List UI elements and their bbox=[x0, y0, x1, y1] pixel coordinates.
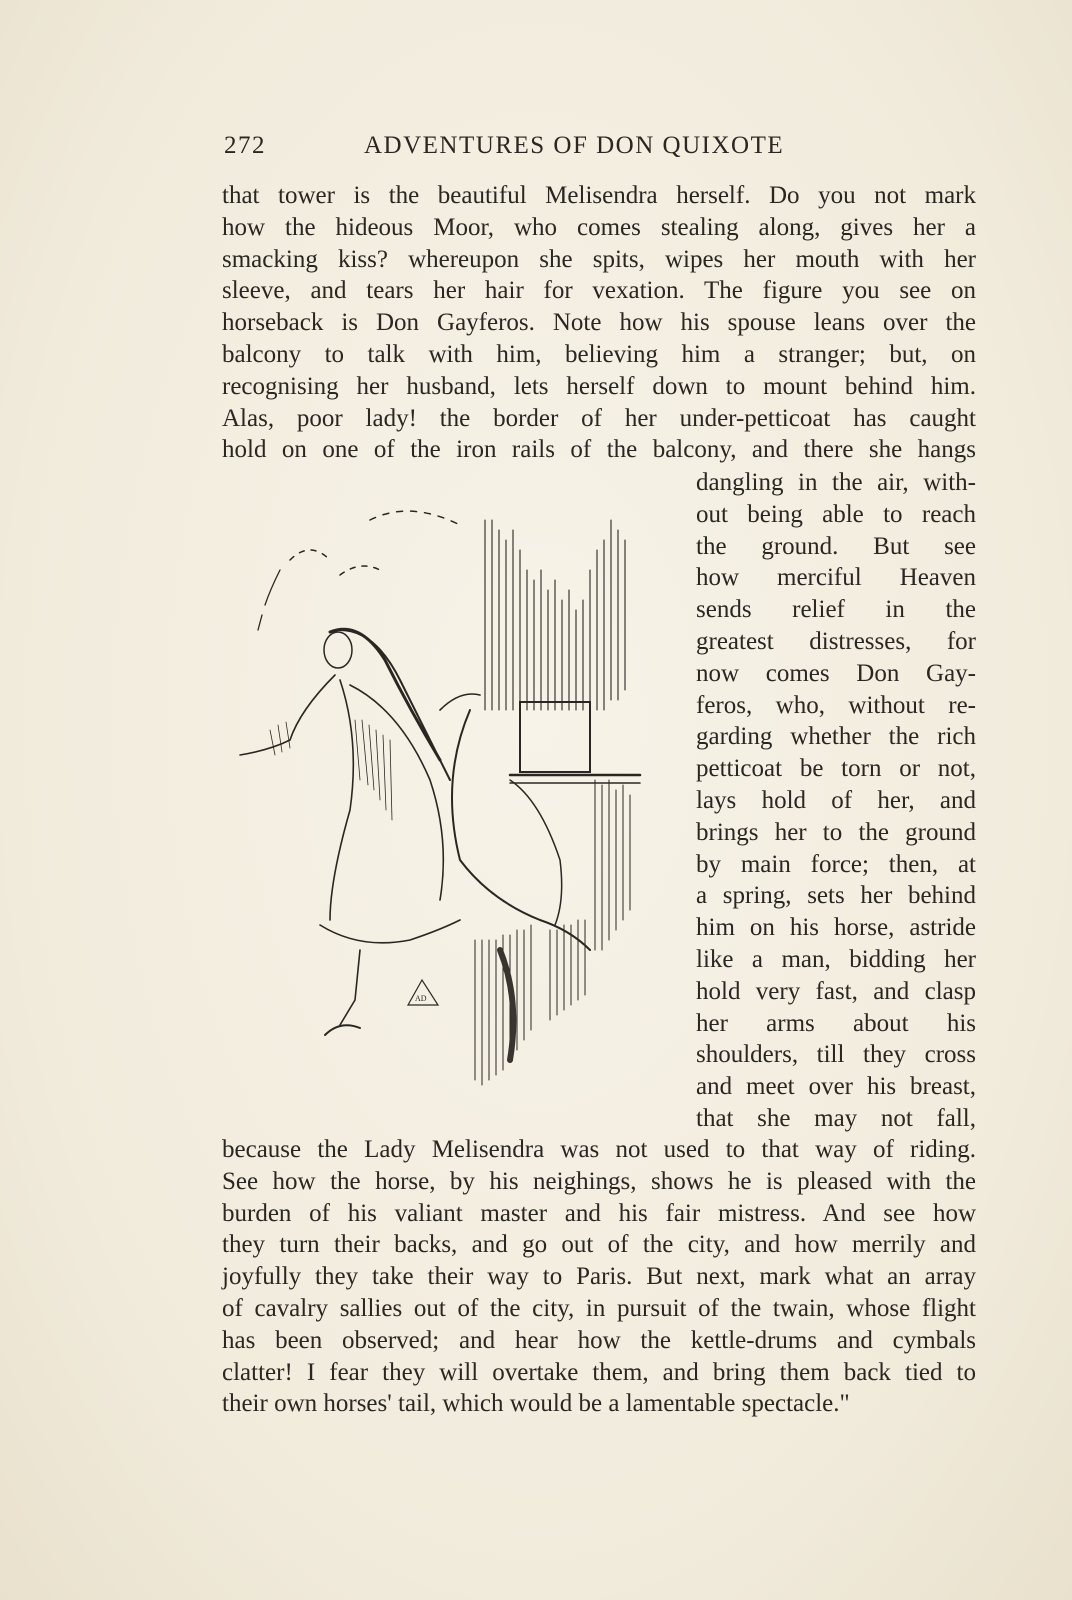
top-paragraph bbox=[222, 180, 976, 466]
text-line: because the Lady Melisendra was not used to that way of riding. bbox=[222, 1136, 976, 1163]
bottom-paragraph bbox=[222, 1134, 976, 1420]
text-line: brings her to the ground bbox=[696, 818, 976, 846]
text-line: shoulders, till they cross bbox=[696, 1041, 976, 1069]
text-line: now comes Don Gay- bbox=[696, 659, 976, 687]
running-title: ADVENTURES OF DON QUIXOTE bbox=[364, 132, 785, 159]
text-line: has been observed; and hear how the kettle-drums and cymbals bbox=[222, 1326, 976, 1354]
text-line: feros, who, without re- bbox=[696, 691, 976, 719]
text-line: a spring, sets her behind bbox=[696, 882, 976, 910]
text-line: joyfully they take their way to Paris. But next, mark what an array bbox=[222, 1263, 976, 1291]
text-line: recognising her husband, lets herself down to mount behind him. bbox=[222, 372, 976, 400]
text-line: balcony to talk with him, believing him a stranger; but, on bbox=[222, 340, 976, 368]
text-line: they turn their backs, and go out of the city, and how merrily and bbox=[222, 1231, 976, 1259]
text-line: Alas, poor lady! the border of her under-petticoat has caught bbox=[222, 404, 976, 432]
text-line: how merciful Heaven bbox=[696, 564, 976, 592]
text-line: that she may not fall, bbox=[696, 1104, 976, 1132]
text-line: sleeve, and tears her hair for vexation. The figure you see on bbox=[222, 277, 976, 305]
text-line: dangling in the air, with- bbox=[696, 469, 976, 496]
text-line: burden of his valiant master and his fair mistress. And see how bbox=[222, 1199, 976, 1227]
text-line: horseback is Don Gayferos. Note how his spouse leans over the bbox=[222, 309, 976, 337]
text-line: her arms about his bbox=[696, 1009, 976, 1037]
running-header bbox=[224, 128, 976, 168]
page-number: 272 bbox=[224, 132, 266, 159]
text-line: lays hold of her, and bbox=[696, 786, 976, 814]
text-line: him on his horse, astride bbox=[696, 914, 976, 942]
text-line: hold on one of the iron rails of the balcony, and there she hangs bbox=[222, 436, 976, 464]
woman-descending-balcony-icon bbox=[210, 480, 680, 1120]
text-line: greatest distresses, for bbox=[696, 627, 976, 655]
text-line: that tower is the beautiful Melisendra herself. Do you not mark bbox=[222, 182, 976, 209]
text-line: garding whether the rich bbox=[696, 723, 976, 751]
text-line: by main force; then, at bbox=[696, 850, 976, 878]
text-line: like a man, bidding her bbox=[696, 945, 976, 973]
engraving-illustration bbox=[210, 480, 680, 1120]
text-line: smacking kiss? whereupon she spits, wipes her mouth with her bbox=[222, 245, 976, 273]
text-line: clatter! I fear they will overtake them, and bring them back tied to bbox=[222, 1358, 976, 1386]
text-line: out being able to reach bbox=[696, 500, 976, 528]
text-line: how the hideous Moor, who comes stealing along, gives her a bbox=[222, 213, 976, 241]
text-line: and meet over his breast, bbox=[696, 1073, 976, 1101]
side-paragraph bbox=[696, 467, 976, 1135]
text-line: the ground. But see bbox=[696, 532, 976, 560]
text-line: sends relief in the bbox=[696, 596, 976, 624]
illustrator-signature: AD bbox=[415, 994, 427, 1003]
text-line: their own horses' tail, which would be a lamentable spectacle." bbox=[222, 1390, 850, 1418]
text-line: of cavalry sallies out of the city, in pursuit of the twain, whose flight bbox=[222, 1294, 976, 1322]
text-line: hold very fast, and clasp bbox=[696, 977, 976, 1005]
text-line: petticoat be torn or not, bbox=[696, 755, 976, 783]
text-line: See how the horse, by his neighings, shows he is pleased with the bbox=[222, 1167, 976, 1195]
